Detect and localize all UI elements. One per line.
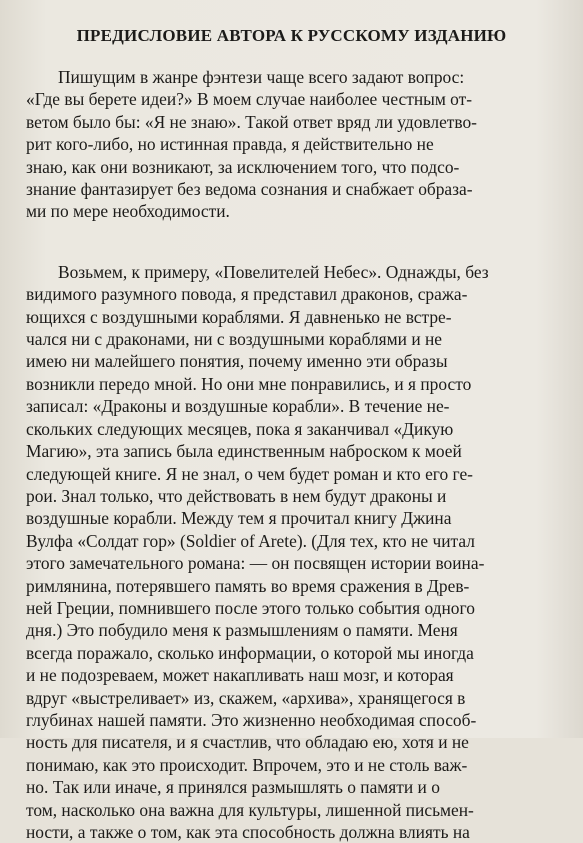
chapter-title: ПРЕДИСЛОВИЕ АВТОРА К РУССКОМУ ИЗДАНИЮ xyxy=(76,26,507,45)
text-line: глубинах нашей памяти. Это жизненно необходимая способ- xyxy=(26,709,477,730)
text-line: рои. Знал только, что действовать в нем будут драконы и xyxy=(26,485,447,506)
text-line: ности, а также о том, как эта способность должна влиять на xyxy=(26,822,470,842)
text-line: понимаю, как это происходит. Впрочем, это и не столь важ- xyxy=(26,754,468,775)
text-line: возникли передо мной. Но они мне понравились, и я просто xyxy=(26,373,472,394)
text-line: ми по мере необходимости. xyxy=(26,201,230,222)
text-line: видимого разумного повода, я представил драконов, сража- xyxy=(26,284,468,305)
text-line: Вулфа «Солдат гор» (Soldier of Arete). (Для тех, кто не читал xyxy=(26,530,475,551)
text-line: воздушные корабли. Между тем я прочитал книгу Джина xyxy=(26,508,452,529)
text-line: этого замечательного романа: — он посвящен истории воина- xyxy=(26,553,485,574)
text-line: римлянина, потерявшего память во время сражения в Древ- xyxy=(26,575,470,596)
text-line: ней Греции, помнившего после этого только события одного xyxy=(26,597,475,618)
text-line: всегда поражало, сколько информации, о которой мы иногда xyxy=(26,642,474,663)
text-line: рит кого-либо, но истинная правда, я действительно не xyxy=(26,134,434,155)
text-line: знание фантазирует без ведома сознания и снабжает образа- xyxy=(26,179,473,200)
paragraph-1 xyxy=(26,66,557,223)
text-line: Возьмем, к примеру, «Повелителей Небес». Однажды, без xyxy=(58,261,489,282)
text-line: знаю, как они возникают, за исключением того, что подсо- xyxy=(26,156,460,177)
text-line: Пишущим в жанре фэнтези чаще всего задают вопрос: xyxy=(58,67,465,87)
text-line: ветом было бы: «Я не знаю». Такой ответ вряд ли удовлетво- xyxy=(26,111,477,132)
text-line: Магию», эта запись была единственным наброском к моей xyxy=(26,441,462,462)
text-line: имею ни малейшего понятия, почему именно эти образы xyxy=(26,351,448,372)
text-line: следующей книге. Я не знал, о чем будет роман и кто его ге- xyxy=(26,463,473,484)
text-line: «Где вы берете идеи?» В моем случае наиболее честным от- xyxy=(26,89,473,110)
text-line: ность для писателя, и я счастлив, что обладаю ею, хотя и не xyxy=(26,732,469,753)
text-line: чался ни с драконами, ни с воздушными кораблями и не xyxy=(26,329,443,350)
text-line: скольких следующих месяцев, пока я заканчивал «Дикую xyxy=(26,418,454,439)
text-line: но. Так или иначе, я принялся размышлять о памяти и о xyxy=(26,777,440,798)
text-line: записал: «Драконы и воздушные корабли». В течение не- xyxy=(26,396,450,417)
text-line: дня.) Это побудило меня к размышлениям о памяти. Меня xyxy=(26,620,458,641)
paragraph-2 xyxy=(26,261,557,843)
text-line: и не подозреваем, может накапливать наш мозг, и которая xyxy=(26,665,454,686)
text-line: вдруг «выстреливает» из, скажем, «архива», хранящегося в xyxy=(26,687,466,708)
text-line: ющихся с воздушными кораблями. Я давненько не встре- xyxy=(26,306,452,327)
text-line: том, насколько она важна для культуры, лишенной письмен- xyxy=(26,799,474,820)
